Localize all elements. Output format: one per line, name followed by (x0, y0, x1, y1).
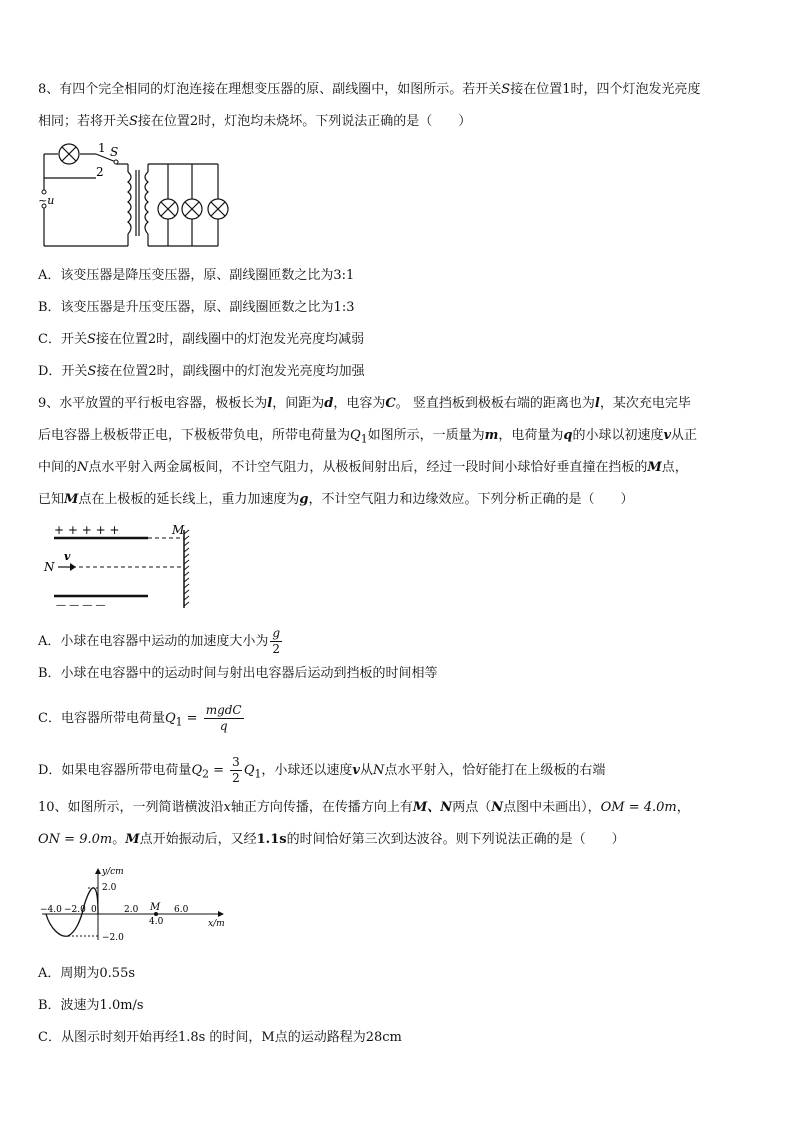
negative-plate-charges: — — — — (56, 600, 106, 611)
q8-stem-line2: 相同；若将开关S接在位置2时，灯泡均未烧坏。下列说法正确的是（ ） (38, 114, 472, 129)
q8-stem-line1: 8、有四个完全相同的灯泡连接在理想变压器的原、副线圈中，如图所示。若开关S接在位置1时，四个灯泡发光亮度 (38, 82, 701, 97)
primary-bulb-icon (59, 144, 79, 164)
q8-transformer-diagram (36, 142, 236, 254)
q8-option-b[interactable]: B．该变压器是升压变压器，原、副线圈匝数之比为1:3 (38, 300, 355, 315)
x-tick-0: 0 (91, 905, 97, 915)
secondary-bulb-icon-2 (182, 199, 202, 219)
secondary-bulb-icon-1 (158, 199, 178, 219)
x-tick-neg2: −2.0 (64, 905, 86, 915)
q10-option-c[interactable]: C．从图示时刻开始再经1.8s 的时间，M点的运动路程为28cm (38, 1030, 402, 1045)
y-axis-arrow-icon (95, 868, 101, 874)
switch-pos1-label: 1 (98, 142, 106, 155)
x-axis-arrow-icon (218, 911, 224, 917)
y-axis-label: y/cm (102, 867, 124, 877)
y-pos-tick: 2.0 (102, 883, 117, 893)
source-label: ~u (38, 194, 55, 207)
x-axis-label: x/m (208, 919, 225, 929)
q9-stem-line4: 已知M点在上极板的延长线上，重力加速度为g，不计空气阻力和边缘效应。下列分析正确的是（ ） (38, 492, 634, 507)
q9-stem-line2: 后电容器上极板带正电，下极板带负电，所带电荷量为$Q_1$如图所示，一质量为m，电荷量为q的小球以初速度v从正 (38, 428, 698, 446)
q9-option-a[interactable]: A．小球在电容器中运动的加速度大小为 $\frac{g}{2}$ (38, 626, 281, 656)
switch-label: S (110, 145, 119, 159)
x-tick-neg4: −4.0 (40, 905, 62, 915)
x-tick-4: 4.0 (149, 917, 164, 927)
q8-option-d[interactable]: D．开关S接在位置2时，副线圈中的灯泡发光亮度均加强 (38, 364, 365, 379)
q10-stem-line2: ON = 9.0m。M点开始振动后，又经1.1s的时间恰好第三次到达波谷。则下列说法正确的是（ ） (38, 832, 625, 847)
q9-option-b[interactable]: B．小球在电容器中的运动时间与射出电容器后运动到挡板的时间相等 (38, 666, 438, 681)
velocity-arrow-icon (70, 563, 76, 571)
point-n-label: N (44, 560, 55, 574)
q8-option-a[interactable]: A．该变压器是降压变压器，原、副线圈匝数之比为3:1 (38, 268, 355, 283)
y-neg-tick: −2.0 (102, 933, 124, 943)
x-tick-2: 2.0 (124, 905, 139, 915)
q9-option-c[interactable]: C．电容器所带电荷量$Q_1$ = $\frac{\text{mgdC}}{q}$ (38, 703, 242, 733)
q10-wave-graph (38, 866, 228, 946)
q9-option-d[interactable]: D．如果电容器所带电荷量$Q_2$ = $\frac{3}{2}$ $Q_1$，小球还以速度v从N点水平射入，恰好能打在上级板的右端 (38, 755, 606, 785)
q10-option-b[interactable]: B．波速为1.0m/s (38, 998, 144, 1013)
q8-option-c[interactable]: C．开关S接在位置2时，副线圈中的灯泡发光亮度均减弱 (38, 332, 365, 347)
q10-option-a[interactable]: A．周期为0.55s (38, 966, 136, 981)
q9-stem-line1: 9、水平放置的平行板电容器，极板长为l，间距为d，电容为C。 竖直挡板到极板右端的距离也为l，某次充电完毕 (38, 396, 691, 411)
x-tick-6: 6.0 (174, 905, 189, 915)
q9-capacitor-diagram (36, 520, 206, 612)
point-m-label: M (172, 523, 185, 537)
q10-stem-line1: 10、如图所示，一列简谐横波沿x轴正方向传播，在传播方向上有M、N两点（N点图中未画出），OM = 4.0m， (38, 800, 690, 815)
q9-stem-line3: 中间的N点水平射入两金属板间，不计空气阻力，从极板间射出后，经过一段时间小球恰好垂直撞在挡板的M点， (38, 460, 688, 475)
switch-pos2-label: 2 (96, 165, 104, 179)
velocity-label: v (64, 550, 71, 563)
m-label: M (150, 902, 161, 913)
positive-plate-charges: + + + + + (54, 523, 120, 537)
secondary-bulb-icon-3 (208, 199, 228, 219)
